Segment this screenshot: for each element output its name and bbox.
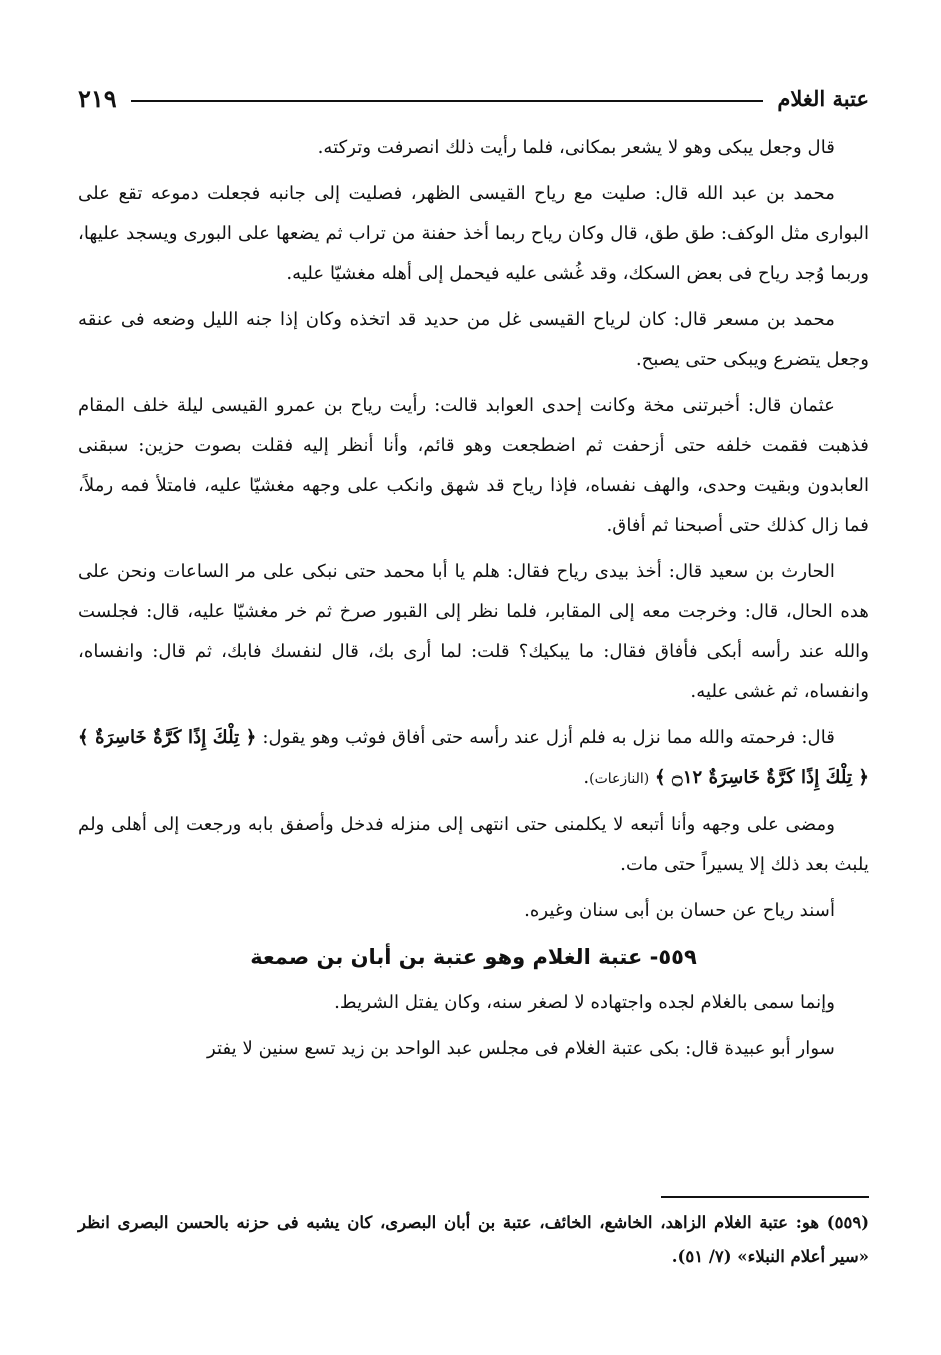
paragraph: عثمان قال: أخبرتنى مخة وكانت إحدى العوابد قالت: رأيت رياح بن عمرو القيسى ليلة خلف المقام فذهبت فقمت خلفه حتى أزحفت ثم اضطجعت وهو قائم، وأنا أنظر إليه فقلت بصوت حزين: سبقنى العابدون وبقيت وحدى، والهف نفساه، فإذا رياح قد شهق وانكب على وجهه مغشيّا عليه، فامتلأ فمه رملاً، فما زال كذلك حتى أصبحنا ثم أفاق. [78, 395, 869, 536]
quote-text: قال: فرحمته والله مما نزل به فلم أزل عند رأسه حتى أفاق فوثب وهو يقول: [262, 727, 835, 748]
running-title: عتبة الغلام [777, 85, 869, 111]
paragraph: الحارث بن سعيد قال: أخذ بيدى رياح فقال: هلم يا أبا محمد حتى نبكى على مر الساعات ونحن على هده الحال، قال: وخرجت معه إلى المقابر، فلما نظر إلى القبور صرخ ثم خر مغشيّا عليه، قال: فجلست والله عند رأسه أبكى فأفاق فقال: ما يبكيك؟ قلت: لما أرى بك، قال لنفسك فابك، ثم قال: وانفساه، وانفساه، ثم غشى عليه. [78, 561, 869, 702]
section-heading: ٥٥٩- عتبة الغلام وهو عتبة بن أبان بن صمعة [250, 945, 697, 969]
footnote-rule [661, 1196, 869, 1198]
paragraph: وإنما سمى بالغلام لجده واجتهاده لا لصغر سنه، وكان يفتل الشريط. [334, 992, 835, 1013]
paragraph: محمد بن مسعر قال: كان لرياح القيسى غل من حديد قد اتخذه وكان إذا جنه الليل وضعه فى عنقه وجعل يتضرع ويبكى حتى يصبح. [78, 309, 869, 370]
quran-verse-numbered: ﴿ تِلْكَ إِذًا كَرَّةٌ خَاسِرَةٌ ۝١٢ ﴾ [655, 767, 869, 788]
paragraph: أسند رياح عن حسان بن أبى سنان وغيره. [524, 900, 835, 921]
main-text [78, 128, 869, 1075]
quote-end: . [583, 767, 590, 788]
paragraph: قال وجعل يبكى وهو لا يشعر بمكانى، فلما رأيت ذلك انصرفت وتركته. [317, 137, 835, 158]
page-header [78, 78, 869, 118]
header-rule [131, 100, 764, 102]
paragraph: محمد بن عبد الله قال: صليت مع رياح القيسى الظهر، فصليت إلى جانبه فجعلت دموعه تقع على البوارى مثل الوكف: طق طق، قال وكان رياح ربما أخذ حفنة من تراب ثم يضعها على البورى ويسجد عليها، وربما وُجد رياح فى بعض السكك، وقد غُشى عليه فيحمل إلى أهله مغشيّا عليه. [78, 183, 869, 284]
paragraph: سوار أبو عبيدة قال: بكى عتبة الغلام فى مجلس عبد الواحد بن زيد تسع سنين لا يفتر [206, 1038, 835, 1059]
quote-paragraph [78, 718, 869, 799]
quran-verse: ﴿ تِلْكَ إِذًا كَرَّةٌ خَاسِرَةٌ ﴾ [78, 727, 257, 748]
footnote [78, 1206, 869, 1274]
paragraph: ومضى على وجهه وأنا أتبعه لا يكلمنى حتى انتهى إلى منزله فدخل وأصفق بابه ورجعت إلى أهلى ولم يلبث بعد ذلك إلا يسيراً حتى مات. [78, 814, 869, 875]
footnote-text: (٥٥٩) هو: عتبة الغلام الزاهد، الخاشع، الخائف، عتبة بن أبان البصرى، كان يشبه فى حزنه بالحسن البصرى انظر «سير أعلام النبلاء» (٧/ ٥١). [78, 1213, 869, 1266]
surah-reference: (النازعات) [589, 771, 650, 787]
page-number: ٢١٩ [78, 83, 117, 113]
